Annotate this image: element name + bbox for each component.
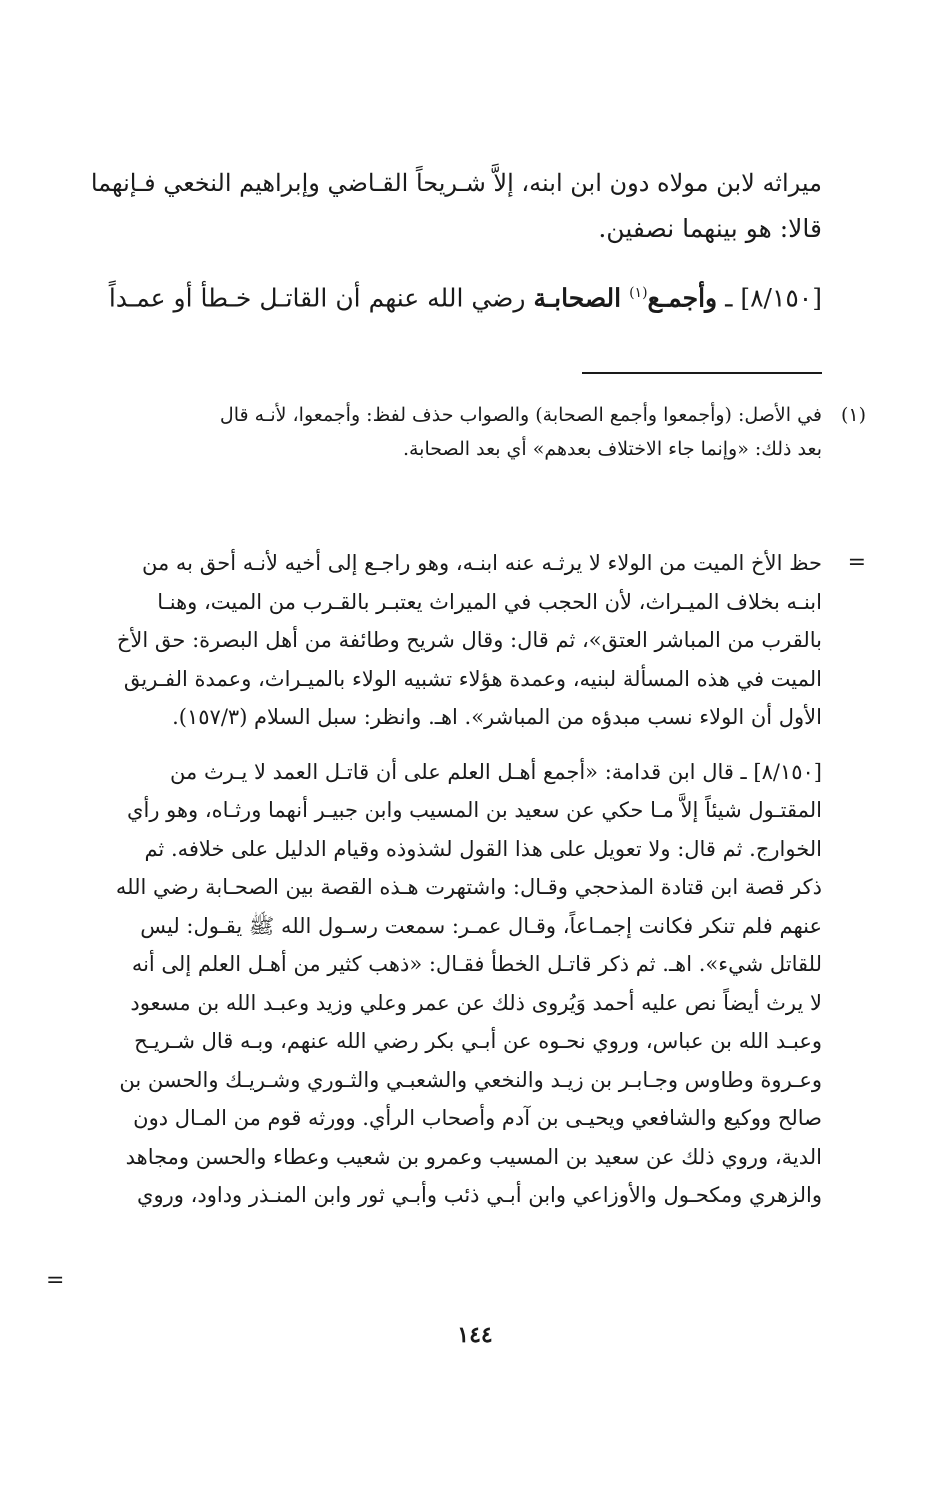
continuation-end-marker: = bbox=[46, 1268, 65, 1293]
commentary-line: ذكر قصة ابن قتادة المذحجي وقـال: واشتهرت هـذه القصة بين الصحـابة رضي الله bbox=[115, 875, 822, 899]
commentary-line: بالقرب من المباشر العتق»، ثم قال: وقال شريح وطائفة من أهل البصرة: حق الأخ bbox=[116, 628, 822, 652]
entry-number: [٨/١٥٠] ـ bbox=[725, 283, 822, 313]
main-text-line: ميراثه لابن مولاه دون ابن ابنه، إلاَّ شـريحاً القـاضي وإبراهيم النخعي فـإنهما bbox=[90, 169, 822, 197]
commentary-paragraph-2 bbox=[80, 753, 822, 1215]
entry-subject: الصحابـة bbox=[533, 283, 622, 313]
footnote-marker: (١) bbox=[840, 404, 866, 426]
commentary-line: للقاتل شيء». اهـ. ثم ذكر قاتـل الخطأ فقـال: «ذهب كثير من أهـل العلم إلى أنه bbox=[131, 952, 822, 976]
commentary-line: الأول أن الولاء نسب مبدؤه من المباشر». اهـ. وانظر: سبل السلام (١٥٧/٣). bbox=[172, 705, 822, 729]
main-text-line: قالا: هو بينهما نصفين. bbox=[598, 214, 822, 243]
commentary-line: الخوارج. ثم قال: ولا تعويل على هذا القول لشذوذه وقيام الدليل على خلافه. ثم bbox=[144, 836, 822, 861]
commentary-line: لا يرث أيضاً نص عليه أحمد وَيُروى ذلك عن عمر وعلي وزيد وعبـد الله بن مسعود bbox=[130, 990, 822, 1015]
commentary-line: المقتـول شيئاً إلاَّ مـا حكي عن سعيد بن المسيب وابن جبيـر أنهما ورثـاه، وهو رأي bbox=[127, 798, 822, 822]
commentary-line: حظ الأخ الميت من الولاء لا يرثـه عنه ابنـه، وهو راجـع إلى أخيه لأنـه أحق به من bbox=[142, 551, 822, 575]
commentary-line: والزهري ومكحـول والأوزاعي وابن أبـي ذئب وأبـي ثور وابن المنـذر وداود، وروي bbox=[137, 1183, 822, 1207]
footnote-reference: (١) bbox=[629, 285, 648, 301]
entry-text: رضي الله عنهم أن القاتـل خـطأ أو عمـداً bbox=[108, 283, 526, 313]
main-text bbox=[80, 160, 822, 316]
commentary-line: وعـروة وطاوس وجـابـر بن زيـد والنخعي والشعبـي والثـوري وشـريـك والحسن بن bbox=[119, 1067, 822, 1092]
footnote-line: بعد ذلك: «وإنما جاء الاختلاف بعدهم» أي بعد الصحابة. bbox=[402, 438, 822, 460]
footnote bbox=[80, 398, 866, 466]
commentary bbox=[80, 544, 866, 1215]
footnote-line: في الأصل: (وأجمعوا وأجمع الصحابة) والصواب حذف لفظ: وأجمعوا، لأنـه قال bbox=[219, 404, 822, 426]
entry-keyword: وأجمـع bbox=[647, 283, 718, 313]
commentary-line: ابنـه بخلاف الميـراث، لأن الحجب في الميراث يعتبـر بالقـرب من الميت، وهنـا bbox=[157, 589, 822, 614]
main-entry bbox=[80, 270, 822, 316]
footnote-separator bbox=[582, 372, 822, 374]
continuation-start-marker: = bbox=[847, 550, 866, 575]
commentary-line: عنهم فلم تنكر فكانت إجمـاعاً، وقـال عمـر: سمعت رسـول الله ﷺ يقـول: ليس bbox=[140, 913, 822, 938]
commentary-line: الميت في هذه المسألة لبنيه، وعمدة هؤلاء تشبيه الولاء بالميـراث، وعمدة الفـريق bbox=[123, 666, 822, 691]
commentary-line: [٨/١٥٠] ـ قال ابن قدامة: «أجمع أهـل العلم على أن قاتـل العمد لا يـرث من bbox=[170, 759, 822, 784]
commentary-line: صالح ووكيع والشافعي ويحيـى بن آدم وأصحاب الرأي. وورثه قوم من المـال دون bbox=[133, 1106, 822, 1130]
page-number: ١٤٤ bbox=[457, 1322, 493, 1348]
commentary-line: وعبـد الله بن عباس، وروي نحـوه عن أبـي بكر رضي الله عنهم، وبـه قال شـريـح bbox=[134, 1029, 822, 1053]
commentary-line: الدية، وروي ذلك عن سعيد بن المسيب وعمرو بن شعيب وعطاء والحسن ومجاهد bbox=[125, 1144, 822, 1169]
